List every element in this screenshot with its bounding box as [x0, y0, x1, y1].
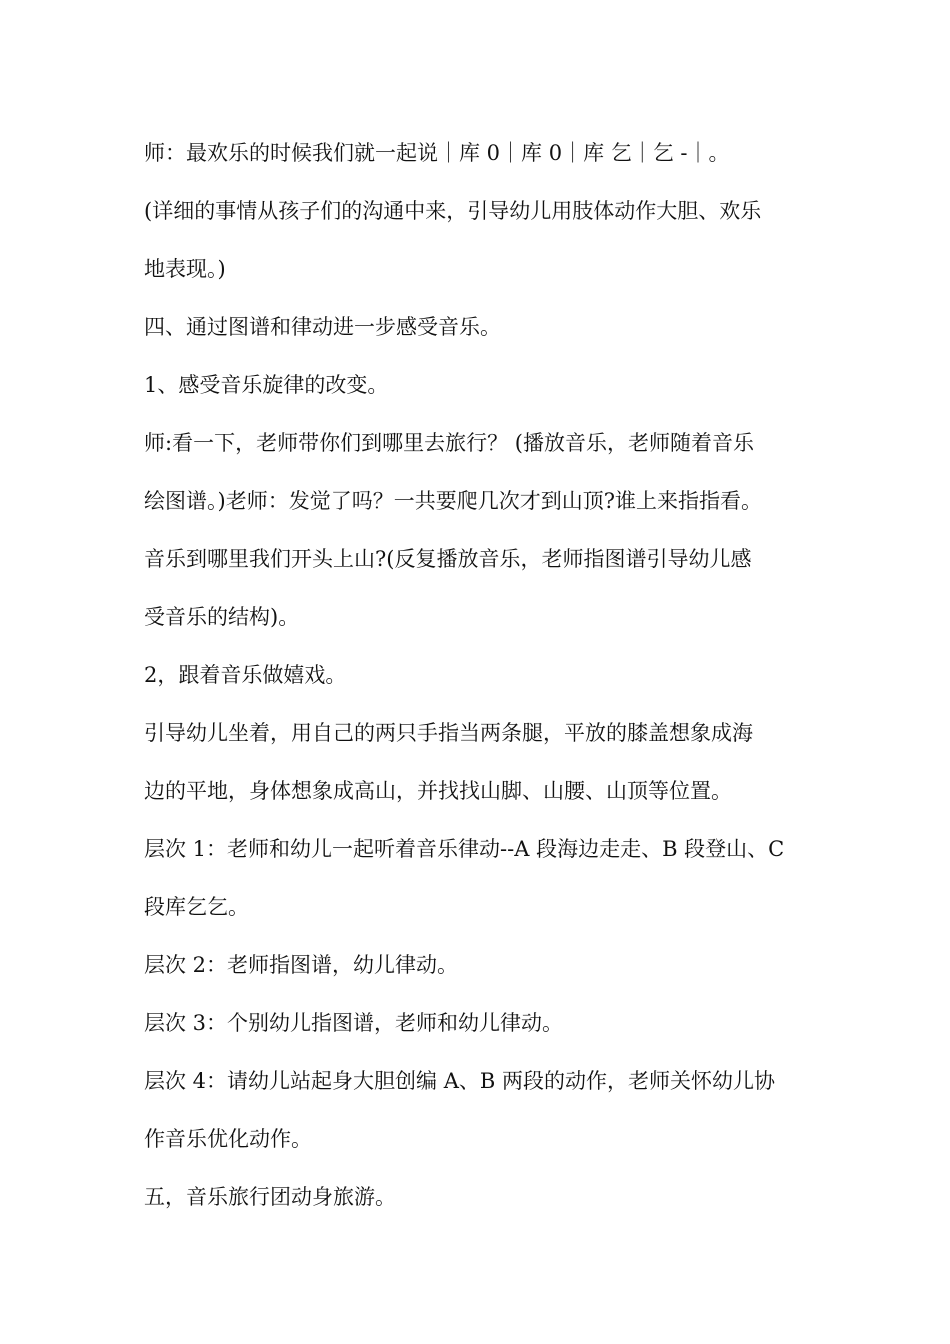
- document-body: [144, 131, 824, 1233]
- text-line: (详细的事情从孩子们的沟通中来，引导幼儿用肢体动作大胆、欢乐: [144, 199, 762, 223]
- subsection-heading: 1、感受音乐旋律的改变。: [144, 373, 389, 397]
- section-heading: 五，音乐旅行团动身旅游。: [144, 1185, 396, 1209]
- subsection-heading: 2，跟着音乐做嬉戏。: [144, 663, 347, 687]
- text-line: 边的平地，身体想象成高山，并找找山脚、山腰、山顶等位置。: [144, 779, 732, 803]
- text-line: 师:看一下，老师带你们到哪里去旅行？ (播放音乐，老师随着音乐: [144, 431, 754, 455]
- text-line: 师：最欢乐的时候我们就一起说｜库 0｜库 0｜库 乞｜乞 -｜。: [144, 141, 730, 165]
- text-line: 地表现。): [144, 257, 226, 281]
- text-line: 绘图谱。)老师：发觉了吗？一共要爬几次才到山顶?谁上来指指看。: [144, 489, 762, 513]
- section-heading: 四、通过图谱和律动进一步感受音乐。: [144, 315, 501, 339]
- text-line: 受音乐的结构)。: [144, 605, 300, 629]
- text-line: 层次 2：老师指图谱，幼儿律动。: [144, 953, 459, 977]
- text-line: 层次 3：个别幼儿指图谱，老师和幼儿律动。: [144, 1011, 564, 1035]
- text-line: 层次 4：请幼儿站起身大胆创编 A、B 两段的动作，老师关怀幼儿协: [144, 1069, 775, 1093]
- text-line: 层次 1：老师和幼儿一起听着音乐律动--A 段海边走走、B 段登山、C: [144, 837, 785, 861]
- text-line: 段库乞乞。: [144, 895, 249, 919]
- text-line: 引导幼儿坐着，用自己的两只手指当两条腿，平放的膝盖想象成海: [144, 721, 753, 745]
- text-line: 音乐到哪里我们开头上山?(反复播放音乐，老师指图谱引导幼儿感: [144, 547, 752, 571]
- text-line: 作音乐优化动作。: [144, 1127, 312, 1151]
